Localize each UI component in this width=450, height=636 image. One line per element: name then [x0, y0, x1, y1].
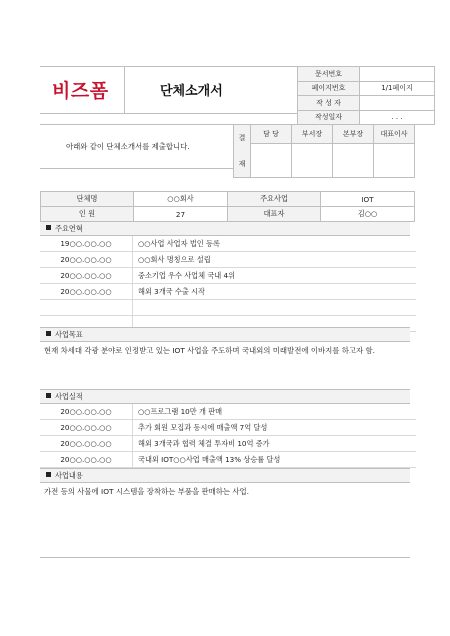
square-bullet-icon [46, 472, 51, 477]
history-date: 20○○.○○.○○ [40, 268, 133, 284]
approval-table [233, 124, 415, 178]
ceo-value: 김○○ [321, 207, 415, 222]
history-date: 20○○.○○.○○ [40, 284, 133, 300]
staff-label: 인 원 [41, 207, 134, 222]
intro-text: 아래와 같이 단체소개서를 제출합니다. [66, 142, 190, 151]
history-date [40, 300, 133, 316]
org-name-value: ○○회사 [134, 192, 228, 207]
result-date: 20○○.○○.○○ [40, 452, 133, 468]
table-row [40, 300, 416, 316]
history-date: 19○○.○○.○○ [40, 236, 133, 252]
history-desc [133, 300, 417, 316]
table-row [40, 236, 416, 252]
table-row [40, 268, 416, 284]
org-name-label: 단체명 [41, 192, 134, 207]
bottom-line [40, 557, 410, 558]
brand-logo: 비즈폼 [52, 80, 109, 102]
result-desc: 국내외 IOT○○사업 매출액 13% 상승률 달성 [133, 452, 417, 468]
ceo-label: 대표자 [228, 207, 321, 222]
intro-top-line [40, 124, 233, 125]
header-bottom-line [40, 113, 297, 114]
page-number-label: 페이지번호 [298, 81, 360, 96]
table-row [40, 420, 416, 436]
header-divider [124, 66, 125, 114]
doc-number-label: 문서번호 [298, 67, 360, 82]
table-row [40, 284, 416, 300]
date-label: 작성일자 [298, 110, 360, 125]
business-label: 주요사업 [228, 192, 321, 207]
result-date: 20○○.○○.○○ [40, 420, 133, 436]
header-top-line [40, 66, 297, 67]
table-row [40, 452, 416, 468]
result-date: 20○○.○○.○○ [40, 404, 133, 420]
date-value: . . . [360, 110, 435, 125]
approval-sign-division-head[interactable] [333, 143, 374, 177]
history-desc: 해외 3개국 수출 시작 [133, 284, 417, 300]
results-section-header [40, 389, 410, 404]
results-title: 사업실적 [55, 392, 83, 401]
approval-side-bottom: 재 [238, 160, 246, 168]
result-date: 20○○.○○.○○ [40, 436, 133, 452]
doc-number-value [360, 67, 435, 82]
intro-bottom-line [40, 168, 233, 169]
history-title: 주요연혁 [55, 224, 83, 233]
page-title: 단체소개서 [160, 84, 223, 99]
author-label: 작 성 자 [298, 96, 360, 111]
approval-sign-dept-head[interactable] [292, 143, 333, 177]
square-bullet-icon [46, 331, 51, 336]
history-desc: 중소기업 우수 사업체 국내 4위 [133, 268, 417, 284]
table-row [40, 436, 416, 452]
approval-sign-ceo[interactable] [374, 143, 415, 177]
business-value: IOT [321, 192, 415, 207]
approval-col-dept-head: 부서장 [292, 125, 333, 144]
staff-value: 27 [134, 207, 228, 222]
approval-col-ceo: 대표이사 [374, 125, 415, 144]
result-desc: ○○프로그램 10만 개 판매 [133, 404, 417, 420]
approval-side-label [234, 125, 251, 178]
history-date: 20○○.○○.○○ [40, 252, 133, 268]
content-title: 사업내용 [55, 471, 83, 480]
table-row [40, 252, 416, 268]
author-value [360, 96, 435, 111]
square-bullet-icon [46, 225, 51, 230]
page-number-value: 1/1페이지 [360, 81, 435, 96]
table-row [40, 404, 416, 420]
history-table [40, 236, 416, 332]
basic-info-table [40, 191, 415, 222]
history-section-header [40, 221, 410, 236]
approval-col-staff: 담 당 [251, 125, 292, 144]
approval-sign-staff[interactable] [251, 143, 292, 177]
goal-title: 사업목표 [55, 330, 83, 339]
approval-col-division-head: 본부장 [333, 125, 374, 144]
history-desc: ○○사업 사업자 법인 등록 [133, 236, 417, 252]
history-desc: ○○회사 명칭으로 설립 [133, 252, 417, 268]
document-info-table [297, 66, 435, 125]
results-table [40, 404, 416, 468]
goal-text: 현재 차세대 각광 분야로 인정받고 있는 IOT 사업을 주도하며 국내외의 미래발전에 이바지를 하고자 함. [44, 346, 375, 355]
goal-section-header [40, 327, 410, 342]
content-text: 가전 등의 사물에 IOT 시스템을 장착하는 부품을 판매하는 사업. [44, 487, 250, 496]
square-bullet-icon [46, 393, 51, 398]
result-desc: 해외 3개국과 협력 체결 투자비 10억 증가 [133, 436, 417, 452]
content-section-header [40, 468, 410, 483]
result-desc: 추가 회원 모집과 동시에 매출액 7억 달성 [133, 420, 417, 436]
approval-side-top: 결 [238, 134, 246, 142]
